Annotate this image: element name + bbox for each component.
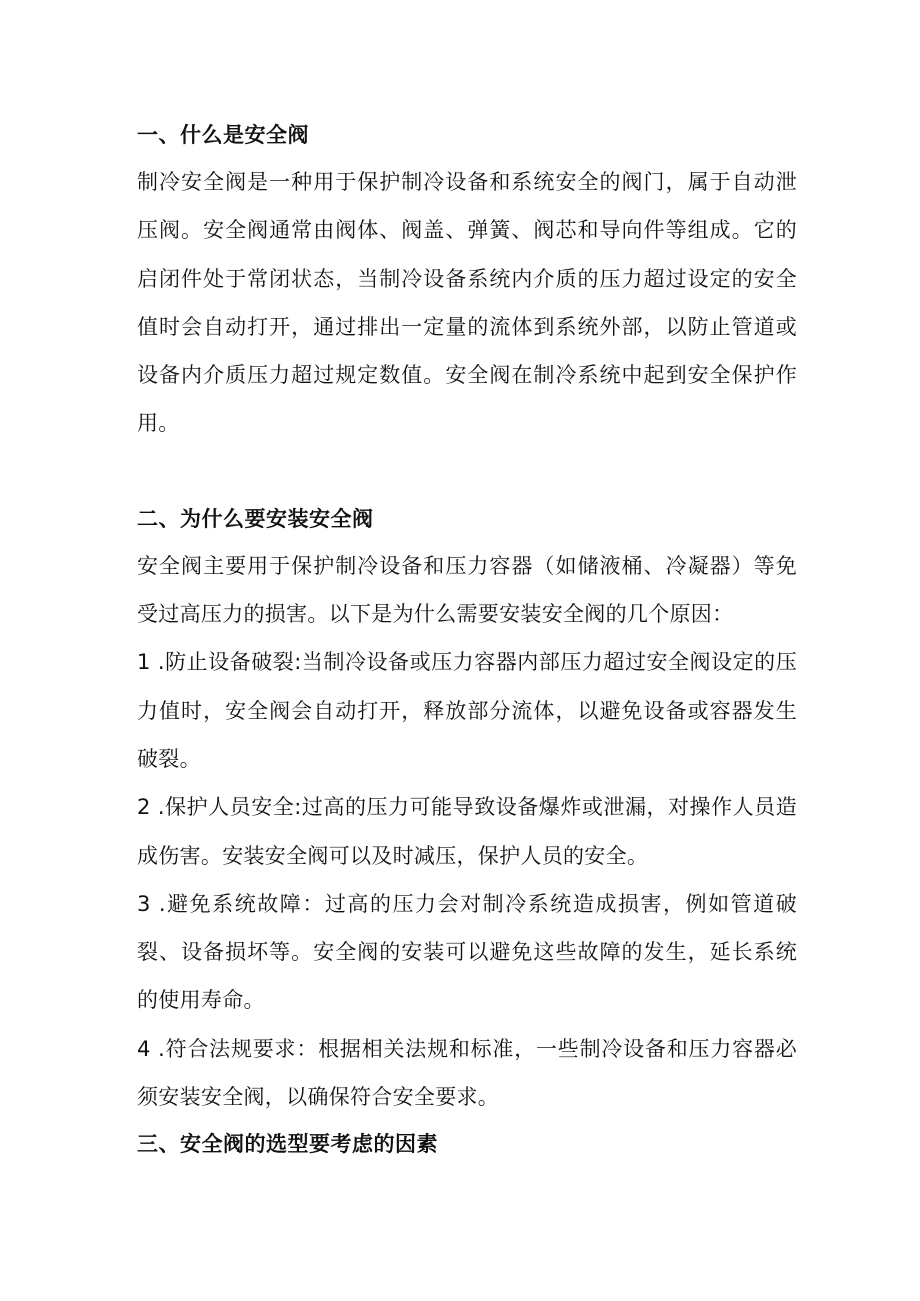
section-1-paragraph-1: 制冷安全阀是一种用于保护制冷设备和系统安全的阀门，属于自动泄压阀。安全阀通常由阀体、阀盖、弹簧、阀芯和导向件等组成。它的启闭件处于常闭状态，当制冷设备系统内介质的压力超过设定的安全值时会自动打开，通过排出一定量的流体到系统外部，以防止管道或设备内介质压力超过规定数值。安全阀在制冷系统中起到安全保护作用。 bbox=[137, 170, 797, 436]
list-item-4: 4 .符合法规要求：根据相关法规和标准，一些制冷设备和压力容器必须安装安全阀，以确保符合安全要求。 bbox=[137, 1036, 797, 1110]
list-item-3: 3 .避免系统故障：过高的压力会对制冷系统造成损害，例如管道破裂、设备损坏等。安全阀的安装可以避免这些故障的发生，延长系统的使用寿命。 bbox=[137, 891, 797, 1013]
section-2-paragraph-1: 安全阀主要用于保护制冷设备和压力容器（如储液桶、冷凝器）等免受过高压力的损害。以下是为什么需要安装安全阀的几个原因： bbox=[137, 553, 797, 627]
section-spacer bbox=[137, 448, 797, 496]
list-item-1: 1 .防止设备破裂:当制冷设备或压力容器内部压力超过安全阀设定的压力值时，安全阀会自动打开，释放部分流体，以避免设备或容器发生破裂。 bbox=[137, 650, 797, 771]
list-item-2: 2 .保护人员安全:过高的压力可能导致设备爆炸或泄漏，对操作人员造成伤害。安装安全阀可以及时减压，保护人员的安全。 bbox=[137, 795, 797, 868]
document-body bbox=[137, 112, 797, 1167]
section-heading-3: 三、安全阀的选型要考虑的因素 bbox=[137, 1132, 438, 1157]
section-heading-1: 一、什么是安全阀 bbox=[137, 123, 309, 147]
section-heading-2: 二、为什么要安装安全阀 bbox=[137, 506, 374, 531]
